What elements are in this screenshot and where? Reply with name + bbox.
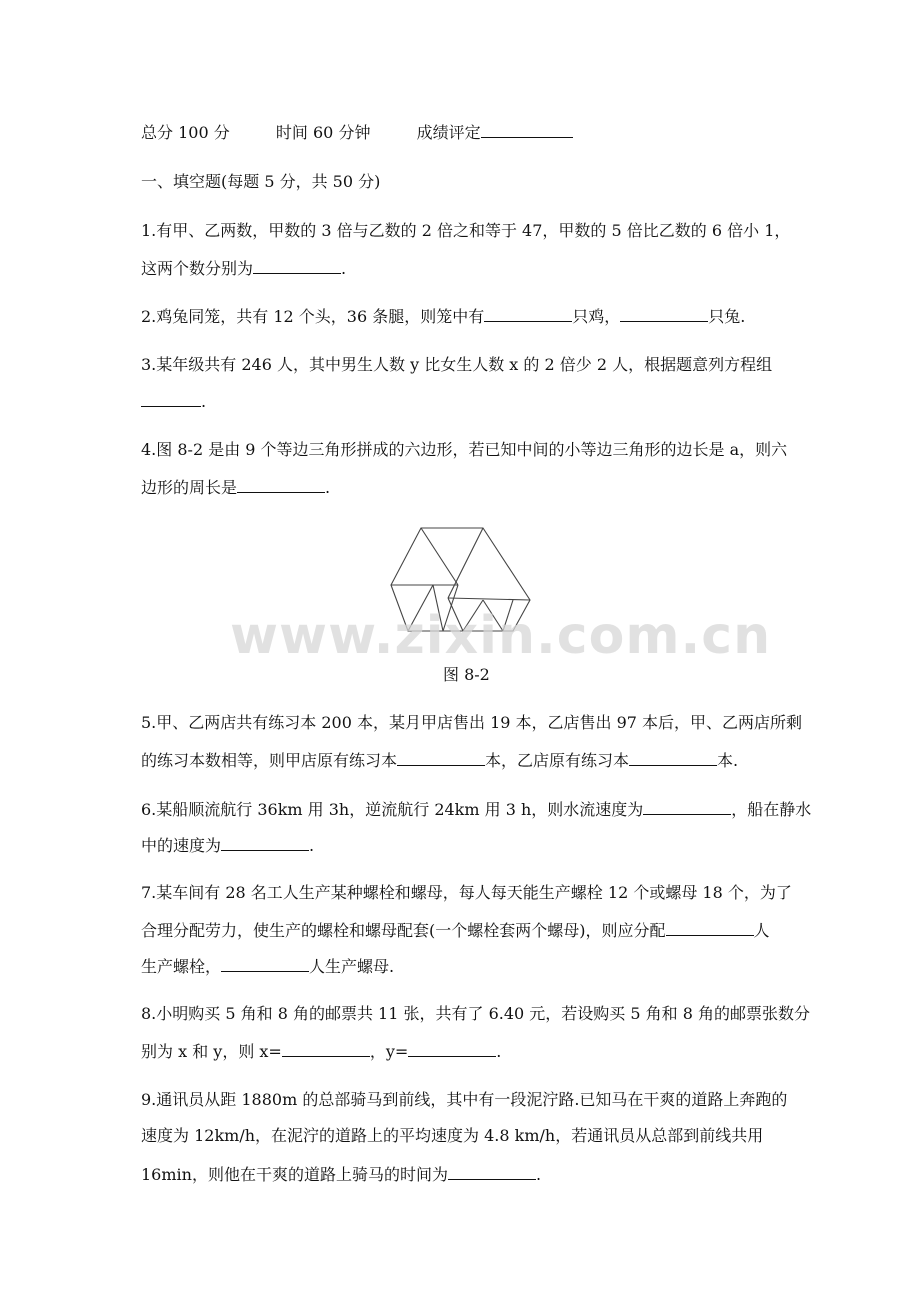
- question-4-line-1: 4.图 8-2 是由 9 个等边三角形拼成的六边形，若已知中间的小等边三角形的边长是 a，则六: [141, 440, 788, 459]
- question-6-text: ，船在静水: [731, 800, 812, 819]
- question-6-line-1: [141, 796, 811, 822]
- question-7-line-2: [141, 917, 770, 943]
- punct: .: [201, 392, 207, 411]
- question-2-text: 2.鸡兔同笼，共有 12 个头，36 条腿，则笼中有: [141, 307, 485, 326]
- answer-blank[interactable]: [643, 796, 731, 815]
- question-8-line-1: 8.小明购买 5 角和 8 角的邮票共 11 张，共有了 6.40 元，若设购买 5 角和 8 角的邮票张数分: [141, 1004, 811, 1023]
- question-2-text: 只鸡，: [572, 307, 621, 326]
- question-1-text: 这两个数分别为: [141, 259, 254, 278]
- question-8-text: 别为 x 和 y，则 x=: [141, 1042, 282, 1061]
- question-1-line-1: 1.有甲、乙两数，甲数的 3 倍与乙数的 2 倍之和等于 47，甲数的 5 倍比乙数的 6 倍小 1，: [141, 221, 791, 240]
- question-5-text: 的练习本数相等，则甲店原有练习本: [141, 751, 398, 770]
- punct: .: [496, 1042, 502, 1061]
- question-7-line-1: 7.某车间有 28 名工人生产某种螺栓和螺母，每人每天能生产螺栓 12 个或螺母 18 个，为了: [141, 883, 792, 902]
- question-1-line-2: [141, 255, 346, 281]
- answer-blank[interactable]: [237, 474, 325, 493]
- answer-blank[interactable]: [620, 303, 708, 322]
- grade-blank[interactable]: [481, 119, 573, 138]
- answer-blank[interactable]: [397, 747, 485, 766]
- answer-blank[interactable]: [141, 388, 201, 407]
- answer-blank[interactable]: [221, 953, 309, 972]
- question-7-text: 合理分配劳力，使生产的螺栓和螺母配套(一个螺栓套两个螺母)，则应分配: [141, 921, 666, 940]
- question-4-text: 边形的周长是: [141, 478, 238, 497]
- question-2-text: 只兔.: [708, 307, 746, 326]
- answer-blank[interactable]: [448, 1161, 536, 1180]
- question-5-line-2: [141, 747, 738, 773]
- punct: .: [325, 478, 331, 497]
- punct: .: [309, 836, 315, 855]
- question-5-line-1: 5.甲、乙两店共有练习本 200 本，某月甲店售出 19 本，乙店售出 97 本后，甲、乙两店所剩: [141, 713, 803, 732]
- punct: .: [341, 259, 347, 278]
- question-8-line-2: [141, 1038, 501, 1064]
- answer-blank[interactable]: [221, 832, 309, 851]
- question-6-line-2: [141, 832, 314, 858]
- question-7-text: 人: [753, 921, 770, 940]
- question-7-text: 人生产螺母.: [309, 957, 395, 976]
- answer-blank[interactable]: [666, 917, 754, 936]
- section-title: 一、填空题(每题 5 分，共 50 分): [141, 172, 381, 191]
- answer-blank[interactable]: [484, 303, 572, 322]
- question-5-text: 本.: [717, 751, 739, 770]
- question-3-line-1: 3.某年级共有 246 人，其中男生人数 y 比女生人数 x 的 2 倍少 2 人，根据题意列方程组: [141, 355, 773, 374]
- question-9-line-2: 速度为 12km/h，在泥泞的道路上的平均速度为 4.8 km/h，若通讯员从总部到前线共用: [141, 1126, 764, 1145]
- question-4-line-2: [141, 474, 330, 500]
- answer-blank[interactable]: [408, 1038, 496, 1057]
- question-7-text: 生产螺栓，: [141, 957, 222, 976]
- question-6-text: 中的速度为: [141, 836, 222, 855]
- header-line: [141, 119, 573, 145]
- question-3-line-2: [141, 388, 206, 414]
- watermark: www.zixin.com.cn: [230, 606, 772, 666]
- answer-blank[interactable]: [253, 255, 341, 274]
- figure-caption: 图 8-2: [443, 665, 490, 684]
- question-5-text: 本，乙店原有练习本: [485, 751, 630, 770]
- answer-blank[interactable]: [629, 747, 717, 766]
- question-7-line-3: [141, 953, 394, 979]
- question-9-line-1: 9.通讯员从距 1880m 的总部骑马到前线，其中有一段泥泞路.已知马在干爽的道路上奔跑的: [141, 1090, 788, 1109]
- answer-blank[interactable]: [282, 1038, 370, 1057]
- grade-label: 成绩评定: [416, 123, 481, 142]
- question-6-text: 6.某船顺流航行 36km 用 3h，逆流航行 24km 用 3 h，则水流速度为: [141, 800, 644, 819]
- question-8-text: ，y=: [369, 1042, 409, 1061]
- question-2: [141, 303, 745, 329]
- question-9-text: 16min，则他在干爽的道路上骑马的时间为: [141, 1165, 448, 1184]
- question-9-line-3: [141, 1161, 541, 1187]
- total-score: 总分 100 分: [141, 123, 230, 142]
- time-limit: 时间 60 分钟: [275, 123, 371, 142]
- punct: .: [535, 1165, 542, 1184]
